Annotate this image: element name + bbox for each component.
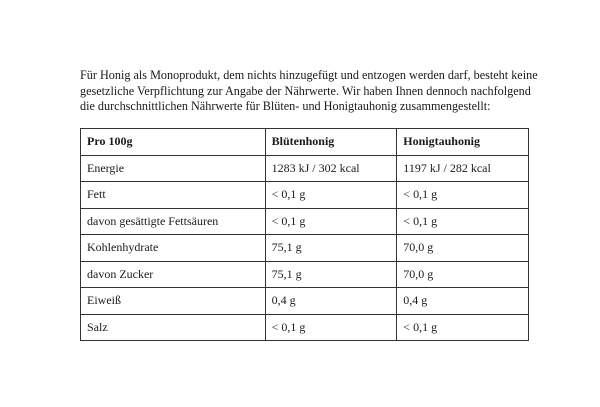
bluetenhonig-value: < 0,1 g: [265, 314, 397, 341]
nutrient-label: davon gesättigte Fettsäuren: [81, 208, 266, 235]
header-bluetenhonig: Blütenhonig: [265, 129, 397, 156]
intro-line: Für Honig als Monoprodukt, dem nichts hinzugefügt und entzogen werden darf, besteht keine: [80, 68, 538, 82]
table-row: [81, 182, 529, 209]
nutrition-table: [80, 128, 529, 341]
nutrient-label: Eiweiß: [81, 288, 266, 315]
nutrient-label: Kohlenhydrate: [81, 235, 266, 262]
table-row: [81, 155, 529, 182]
intro-paragraph: [80, 68, 560, 115]
honigtauhonig-value: 0,4 g: [397, 288, 529, 315]
honigtauhonig-value: 70,0 g: [397, 261, 529, 288]
honigtauhonig-value: < 0,1 g: [397, 182, 529, 209]
bluetenhonig-value: 1283 kJ / 302 kcal: [265, 155, 397, 182]
honigtauhonig-value: < 0,1 g: [397, 314, 529, 341]
honigtauhonig-value: < 0,1 g: [397, 208, 529, 235]
table-row: [81, 314, 529, 341]
honigtauhonig-value: 70,0 g: [397, 235, 529, 262]
table-header-row: [81, 129, 529, 156]
intro-line: die durchschnittlichen Nährwerte für Blüten- und Honigtauhonig zusammengestellt:: [80, 99, 491, 113]
header-per-100g: Pro 100g: [81, 129, 266, 156]
header-honigtauhonig: Honigtauhonig: [397, 129, 529, 156]
table-row: [81, 261, 529, 288]
intro-line: gesetzliche Verpflichtung zur Angabe der Nährwerte. Wir haben Ihnen dennoch nachfolgend: [80, 83, 531, 98]
bluetenhonig-value: 75,1 g: [265, 261, 397, 288]
nutrient-label: davon Zucker: [81, 261, 266, 288]
bluetenhonig-value: 0,4 g: [265, 288, 397, 315]
nutrient-label: Salz: [81, 314, 266, 341]
nutrient-label: Energie: [81, 155, 266, 182]
honigtauhonig-value: 1197 kJ / 282 kcal: [397, 155, 529, 182]
table-row: [81, 208, 529, 235]
nutrient-label: Fett: [81, 182, 266, 209]
bluetenhonig-value: 75,1 g: [265, 235, 397, 262]
table-row: [81, 235, 529, 262]
table-row: [81, 288, 529, 315]
bluetenhonig-value: < 0,1 g: [265, 182, 397, 209]
bluetenhonig-value: < 0,1 g: [265, 208, 397, 235]
